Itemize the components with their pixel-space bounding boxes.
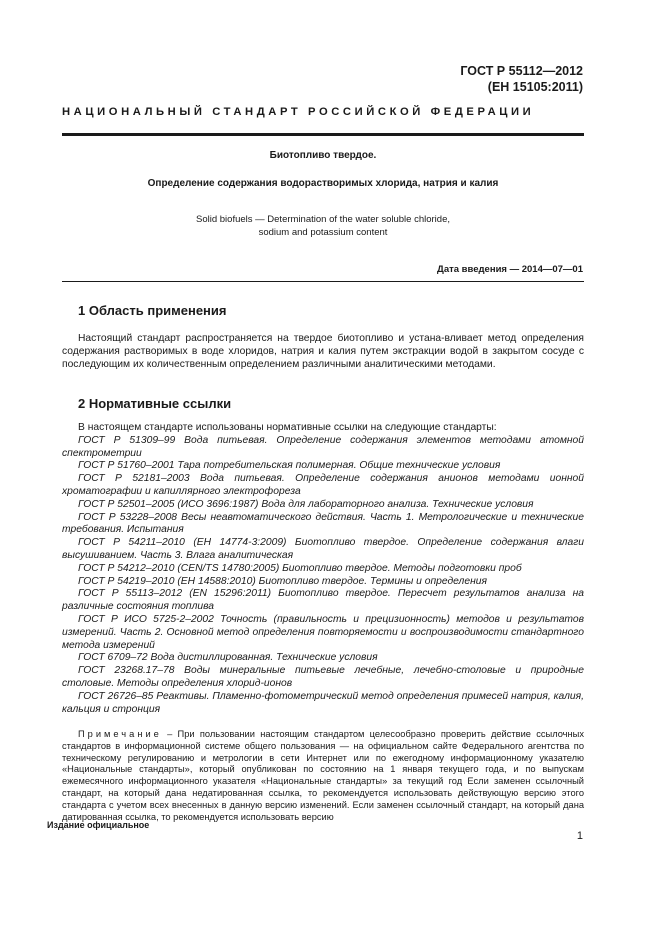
references-note	[62, 729, 584, 823]
section1-body: Настоящий стандарт распространяется на твердое биотопливо и устана-вливает метод определения содержания растворимых в воде хлоридов, натрия и калия путем экстракции водой в закрытом сосуде с последующим их количественным определением различными аналитическими методами.	[62, 333, 584, 370]
header-divider	[62, 133, 584, 136]
reference-item: ГОСТ Р 54219–2010 (ЕН 14588:2010) Биотопливо твердое. Термины и определения	[78, 575, 487, 587]
introduction-date: Дата введения — 2014—07—01	[437, 264, 583, 275]
en-number: (ЕН 15105:2011)	[487, 80, 583, 94]
document-title-line1: Биотопливо твердое.	[269, 150, 377, 161]
reference-item: ГОСТ Р 51309–99 Вода питьевая. Определение содержания элементов методами атомной спектрометрии	[62, 434, 584, 459]
edition-label: Издание официальное	[47, 820, 150, 830]
gost-number: ГОСТ Р 55112—2012	[460, 64, 583, 78]
english-title-line2: sodium and potassium content	[258, 226, 388, 238]
section2-heading: 2 Нормативные ссылки	[78, 396, 232, 411]
reference-item: ГОСТ Р ИСО 5725-2–2002 Точность (правильность и прецизионность) методов и результатов измерений. Часть 2. Основной метод определения повторяемости и воспроизводимости стандартного метода измерений	[62, 613, 584, 651]
date-divider	[62, 281, 584, 282]
reference-item: ГОСТ Р 53228–2008 Весы неавтоматического действия. Часть 1. Метрологические и технические требования. Испытания	[62, 511, 584, 536]
reference-item: ГОСТ 26726–85 Реактивы. Пламенно-фотометрический метод определения примесей натрия, калия, кальция и стронция	[62, 690, 584, 715]
note-label: Примечание	[78, 729, 162, 739]
reference-item: ГОСТ Р 54211–2010 (ЕН 14774-3:2009) Биотопливо твердое. Определение содержания влаги высушиванием. Часть 3. Влага аналитическая	[62, 537, 584, 561]
normative-references	[62, 422, 584, 716]
page-number: 1	[576, 830, 583, 842]
section1-text	[62, 333, 584, 371]
english-title	[62, 214, 584, 239]
reference-item: ГОСТ Р 51760–2001 Тара потребительская полимерная. Общие технические условия	[78, 460, 501, 472]
standard-number-block	[460, 63, 583, 95]
reference-item: ГОСТ Р 54212–2010 (CEN/TS 14780:2005) Биотопливо твердое. Методы подготовки проб	[78, 562, 522, 574]
document-title-line2: Определение содержания водорастворимых хлорида, натрия и калия	[147, 178, 499, 189]
english-title-line1: Solid biofuels — Determination of the water soluble chloride,	[196, 214, 450, 225]
reference-item: ГОСТ Р 52501–2005 (ИСО 3696:1987) Вода для лабораторного анализа. Технические условия	[78, 498, 534, 510]
reference-item: ГОСТ 23268.17–78 Воды минеральные питьевые лечебные, лечебно-столовые и природные столовые. Методы определения хлорид-ионов	[62, 665, 584, 689]
section1-heading: 1 Область применения	[78, 303, 227, 318]
national-standard-heading: НАЦИОНАЛЬНЫЙ СТАНДАРТ РОССИЙСКОЙ ФЕДЕРАЦИИ	[62, 106, 535, 118]
reference-item: ГОСТ Р 52181–2003 Вода питьевая. Определение содержания анионов методами ионной хроматографии и капиллярного электрофореза	[62, 473, 584, 497]
note-text: – При пользовании настоящим стандартом целесообразно проверить действие ссылочных стандартов в информационной системе общего пользования — на официальном сайте Федерального агентства по техническому регулированию и метрологии в сети Интернет или по ежегодному информационному указателю «Национальные стандарты», который опубликован по состоянию на 1 января текущего года, и по выпускам ежемесячного информационного указателя «Национальные стандарты» за текущий год Если заменен ссылочный стандарт, на который дана недатированная ссылка, то рекомендуется использовать действующую версию этого стандарта с учетом всех внесенных в данную версию изменений. Если заменен ссылочный стандарт, на который дана датированная ссылка, то рекомендуется использовать версию	[62, 729, 584, 822]
reference-item: ГОСТ Р 55113–2012 (EN 15296:2011) Биотопливо твердое. Пересчет результатов анализа на различные состояния топлива	[62, 588, 584, 613]
references-intro: В настоящем стандарте использованы нормативные ссылки на следующие стандарты:	[78, 422, 497, 433]
reference-item: ГОСТ 6709–72 Вода дистиллированная. Технические условия	[78, 652, 378, 664]
